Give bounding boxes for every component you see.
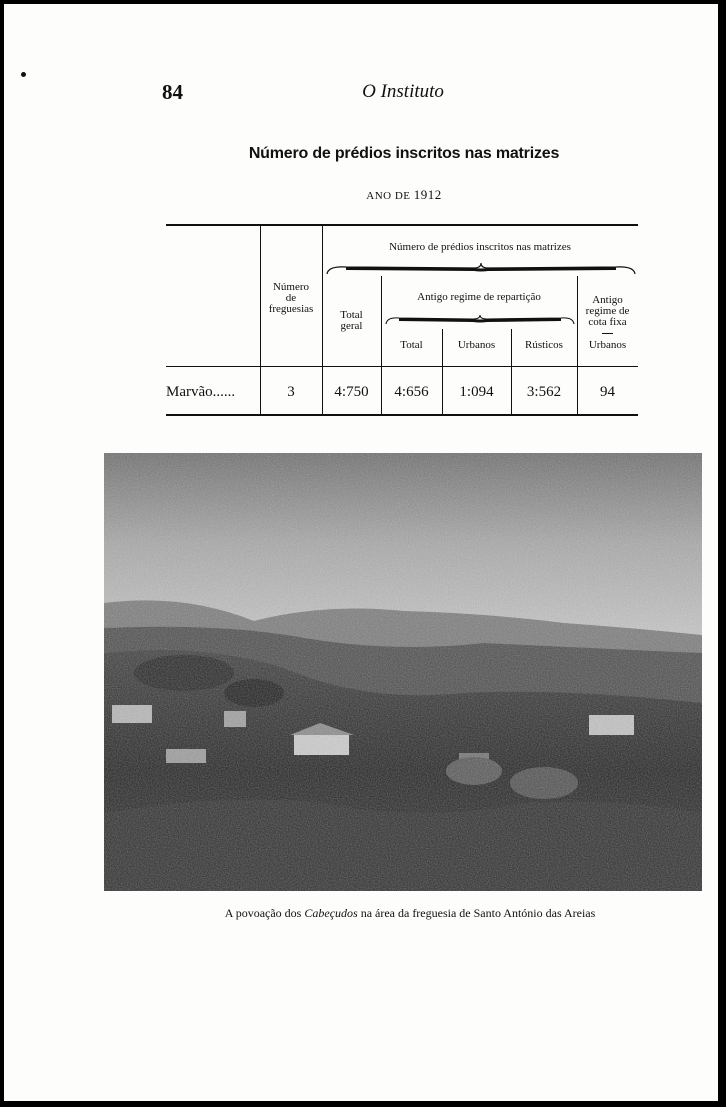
ink-dot <box>21 72 26 77</box>
statistics-table <box>166 224 638 420</box>
year-prefix: ANO DE <box>366 190 411 202</box>
photo-caption <box>164 906 656 921</box>
header-line: Total <box>340 309 363 321</box>
page-number: 84 <box>162 80 183 104</box>
header-line: regime de <box>585 305 630 317</box>
running-head: O Instituto <box>362 81 444 102</box>
dash-rule <box>602 333 613 334</box>
header-group-main: Número de prédios inscritos nas matrizes <box>389 241 571 253</box>
photo-rendering <box>104 453 702 891</box>
caption-text: A povoação dos <box>224 906 302 920</box>
table-bottom-rule <box>166 414 638 416</box>
cell-freguesias: 3 <box>287 384 295 400</box>
header-line: Número <box>272 281 310 293</box>
cell-total: 4:656 <box>394 384 429 400</box>
year-value: 1912 <box>413 187 442 202</box>
village-photograph <box>104 453 702 891</box>
brace-reparticao <box>385 314 575 326</box>
row-label-text: Marvão <box>166 384 213 400</box>
header-line: Antigo <box>592 294 623 306</box>
header-line: geral <box>340 320 363 332</box>
cell-rusticos: 3:562 <box>526 384 562 400</box>
header-numero-freguesias <box>260 282 322 315</box>
cell-total-geral: 4:750 <box>334 384 369 400</box>
header-line: cota fixa <box>588 316 627 328</box>
cell-urbanos: 1:094 <box>459 384 494 400</box>
table-title: Número de prédios inscritos nas matrizes <box>248 145 560 162</box>
header-bottom-rule <box>166 366 638 367</box>
brace-main <box>326 262 636 276</box>
row-label <box>166 384 260 401</box>
table-top-rule <box>166 224 638 226</box>
caption-text: na área da freguesia de Santo António das Areias <box>360 906 596 920</box>
header-col-urbanos-cota: Urbanos <box>588 339 627 351</box>
cell-urbanos-cota: 94 <box>600 384 615 400</box>
header-total-geral <box>322 310 381 332</box>
header-line: de <box>285 292 297 304</box>
page <box>4 4 718 1101</box>
row-label-leader: ...... <box>212 384 236 400</box>
caption-italic: Cabeçudos <box>304 906 358 920</box>
header-col-total: Total <box>400 339 423 351</box>
header-col-urbanos: Urbanos <box>457 339 496 351</box>
header-col-rusticos: Rústicos <box>525 339 563 351</box>
header-antigo-cota <box>577 295 638 328</box>
header-antigo-reparticao: Antigo regime de repartição <box>417 291 541 303</box>
header-line: freguesias <box>268 303 314 315</box>
table-year <box>170 187 638 203</box>
